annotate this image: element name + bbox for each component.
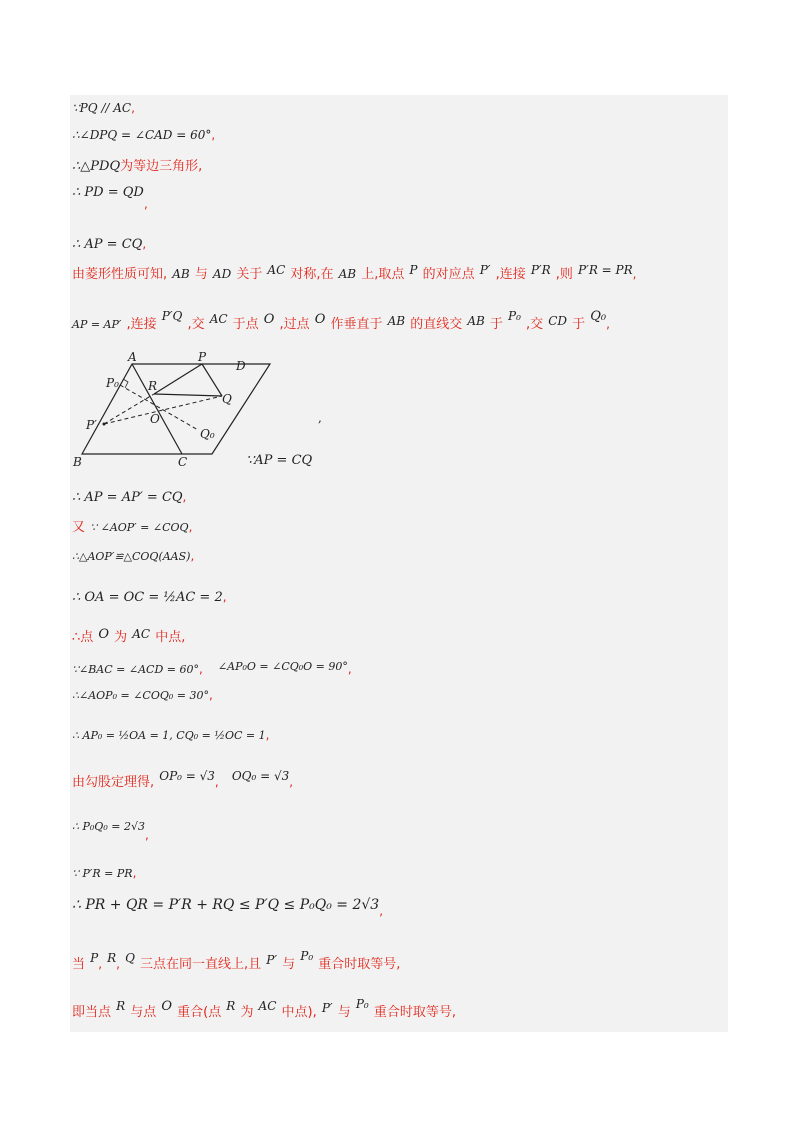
text-corresponding: 的对应点 xyxy=(422,267,475,282)
math-p0q0: ∴ P₀Q₀ = 2√3 xyxy=(72,820,145,833)
line-p0q0 xyxy=(72,817,145,833)
line-oa-oc xyxy=(72,588,227,604)
text-is: 为 xyxy=(240,1005,254,1020)
line-pd-qd xyxy=(72,183,144,199)
text-at-point: 于点 xyxy=(232,317,259,332)
text-is: 为 xyxy=(114,630,128,645)
text-at: 于 xyxy=(489,317,503,332)
line-equilateral xyxy=(72,157,202,173)
text-midpoint: 中点, xyxy=(155,630,186,645)
math-p-prime: P′ xyxy=(266,953,278,967)
math-ac: AC xyxy=(267,263,286,277)
text-collinear: 三点在同一直线上,且 xyxy=(140,957,262,972)
math-op0: OP₀ = √3 xyxy=(159,769,215,783)
math-ac: AC xyxy=(132,627,151,641)
text-coincide: 重合时取等号, xyxy=(373,1005,456,1020)
math-p-prime-q: P′Q xyxy=(161,309,183,323)
comma: , xyxy=(131,101,135,115)
line-conclusion xyxy=(72,997,456,1020)
right-angle-marker xyxy=(123,379,128,388)
comma: , xyxy=(142,237,147,251)
math-p-prime-r: P′R xyxy=(530,263,551,277)
math-ad: AD xyxy=(212,267,232,281)
label-q0: Q₀ xyxy=(200,427,215,441)
label-p-prime: P′ xyxy=(86,418,97,432)
math-q0: Q₀ xyxy=(590,309,607,324)
comma: , xyxy=(98,957,103,971)
comma: , xyxy=(132,866,137,880)
text-rhombus: 由菱形性质可知, xyxy=(72,267,168,282)
comma: , xyxy=(188,520,193,534)
comma: , xyxy=(379,904,384,918)
comma: , xyxy=(116,957,120,971)
segment-rq xyxy=(154,394,222,396)
comma: , xyxy=(144,197,148,211)
line-ap-cq xyxy=(72,235,146,251)
text-symmetric: 对称,在 xyxy=(290,267,334,282)
comma: , xyxy=(606,317,610,331)
line-ap-equal xyxy=(72,488,186,504)
math-p0: P₀ xyxy=(355,997,369,1011)
line-connect-pq xyxy=(72,309,610,332)
text-also: 又 xyxy=(72,520,86,535)
text-and: 与 xyxy=(194,267,208,282)
text-take-point: 上,取点 xyxy=(361,267,405,282)
math-ab: AB xyxy=(172,267,190,281)
comma: , xyxy=(632,267,637,281)
text-connect: ,连接 xyxy=(126,317,157,332)
line-angle-30 xyxy=(72,686,213,702)
label-r: R xyxy=(148,379,158,393)
math-pd-qd: ∴ PD = QD xyxy=(72,185,144,200)
segment-pq xyxy=(202,364,222,396)
math-r: R xyxy=(226,999,236,1013)
diagonal-ac xyxy=(132,364,182,454)
solution-panel xyxy=(70,95,728,1032)
math-p-prime: P′ xyxy=(479,263,491,277)
math-cd: CD xyxy=(548,314,568,328)
math-o: O xyxy=(314,312,326,327)
text-intersect: ,交 xyxy=(526,317,544,332)
comma: , xyxy=(222,590,227,604)
math-inequality: ∴ PR + QR = P′R + RQ ≤ P′Q ≤ P₀Q₀ = 2√3 xyxy=(72,897,380,913)
math-ap-ap-prime: AP = AP′ xyxy=(72,318,122,331)
text-then: ,则 xyxy=(555,267,573,282)
text-perpendicular: 作垂直于 xyxy=(330,317,383,332)
text-about: 关于 xyxy=(236,267,263,282)
label-a: A xyxy=(128,350,137,364)
text-that-is-when: 即当点 xyxy=(72,1005,112,1020)
math-o: O xyxy=(98,627,110,642)
comma: , xyxy=(211,128,216,142)
line-parallel xyxy=(72,99,135,115)
math-ap-cq-caption: ∵AP = CQ xyxy=(246,453,313,468)
comma: , xyxy=(182,490,187,504)
comma: , xyxy=(198,662,203,676)
comma: , xyxy=(145,828,149,842)
line-ap0-cq0 xyxy=(72,726,269,742)
line-angle-aop xyxy=(72,518,192,534)
math-ap0-cq0: ∴ AP₀ = ½OA = 1, CQ₀ = ½OC = 1 xyxy=(72,729,266,742)
text-therefore-point: ∴点 xyxy=(72,630,94,645)
line-midpoint xyxy=(72,628,185,644)
label-q: Q xyxy=(222,392,232,406)
line-pr-equal xyxy=(72,864,136,880)
math-o: O xyxy=(263,312,275,327)
line-angle-dpq xyxy=(72,126,215,142)
math-p0: P₀ xyxy=(300,949,314,963)
line-angles-60-90 xyxy=(72,660,352,676)
segment-pr xyxy=(154,364,202,394)
label-d: D xyxy=(236,359,246,373)
text-connect: ,连接 xyxy=(495,267,526,282)
dashed-p-prime-r xyxy=(104,394,154,424)
comma: , xyxy=(265,728,270,742)
comma: , xyxy=(289,775,294,789)
math-ap-cq: ∴ AP = CQ xyxy=(72,237,143,252)
point-p-prime xyxy=(103,423,106,426)
label-p: P xyxy=(198,350,207,364)
math-ab: AB xyxy=(387,314,406,328)
label-c: C xyxy=(178,455,188,469)
math-o: O xyxy=(161,999,173,1014)
label-p0: P₀ xyxy=(106,376,119,390)
comma: , xyxy=(347,662,352,676)
text-when: 当 xyxy=(72,957,86,972)
line-congruent xyxy=(72,547,194,563)
text-at: 于 xyxy=(572,317,586,332)
math-r: R xyxy=(107,951,117,965)
math-p-prime: P′ xyxy=(321,1001,333,1015)
math-angle-dpq: ∴∠DPQ = ∠CAD = 60° xyxy=(72,128,212,142)
line-inequality xyxy=(72,896,384,918)
text-through-point: ,过点 xyxy=(279,317,310,332)
text-and: 与 xyxy=(282,957,296,972)
text-line-intersects: 的直线交 xyxy=(410,317,463,332)
math-oq0: OQ₀ = √3 xyxy=(231,769,290,783)
figure-comma: , xyxy=(318,411,322,425)
text-coincide: 重合时取等号, xyxy=(318,957,401,972)
text-midpoint-paren: 中点), xyxy=(281,1005,317,1020)
math-angle-aop: ∵ ∠AOP′ = ∠COQ xyxy=(90,521,189,534)
math-ab: AB xyxy=(338,267,357,281)
comma: , xyxy=(190,549,195,563)
math-angle-30: ∴∠AOP₀ = ∠COQ₀ = 30° xyxy=(72,689,209,702)
math-ap-equal: ∴ AP = AP′ = CQ xyxy=(72,490,183,505)
comma: , xyxy=(214,775,219,789)
text-intersect: ,交 xyxy=(187,317,205,332)
math-q: Q xyxy=(125,951,135,965)
math-pr-equal: P′R = PR xyxy=(578,263,633,277)
math-r: R xyxy=(116,999,126,1013)
label-o: O xyxy=(150,412,160,426)
math-ab: AB xyxy=(467,314,485,328)
line-collinear xyxy=(72,949,401,972)
math-parallel: ∵PQ // AC xyxy=(72,101,132,115)
math-oa-oc: ∴ OA = OC = ½AC = 2 xyxy=(72,590,223,605)
label-b: B xyxy=(73,455,82,469)
text-pythagoras: 由勾股定理得, xyxy=(72,775,155,790)
math-p: P xyxy=(90,951,99,965)
text-coincide-point: 重合(点 xyxy=(177,1005,222,1020)
rhombus-figure xyxy=(72,350,282,470)
math-ac: AC xyxy=(258,999,277,1013)
math-angle-90: ∠AP₀O = ∠CQ₀O = 90° xyxy=(217,660,348,673)
comma: , xyxy=(208,688,213,702)
math-ac: AC xyxy=(209,312,228,326)
math-congruent: ∴△AOP′≌△COQ(AAS) xyxy=(72,550,191,563)
line-pythagoras xyxy=(72,769,294,790)
math-p0: P₀ xyxy=(508,309,521,323)
math-angle-60: ∵∠BAC = ∠ACD = 60° xyxy=(72,663,199,676)
text-and: 与 xyxy=(337,1005,351,1020)
math-triangle-pdq: ∴△PDQ xyxy=(72,159,121,174)
text-equilateral: 为等边三角形, xyxy=(120,159,203,174)
math-p: P xyxy=(409,263,418,277)
text-and-point: 与点 xyxy=(130,1005,157,1020)
line-symmetry xyxy=(72,265,636,281)
math-pr-equal: ∵ P′R = PR xyxy=(72,867,133,880)
